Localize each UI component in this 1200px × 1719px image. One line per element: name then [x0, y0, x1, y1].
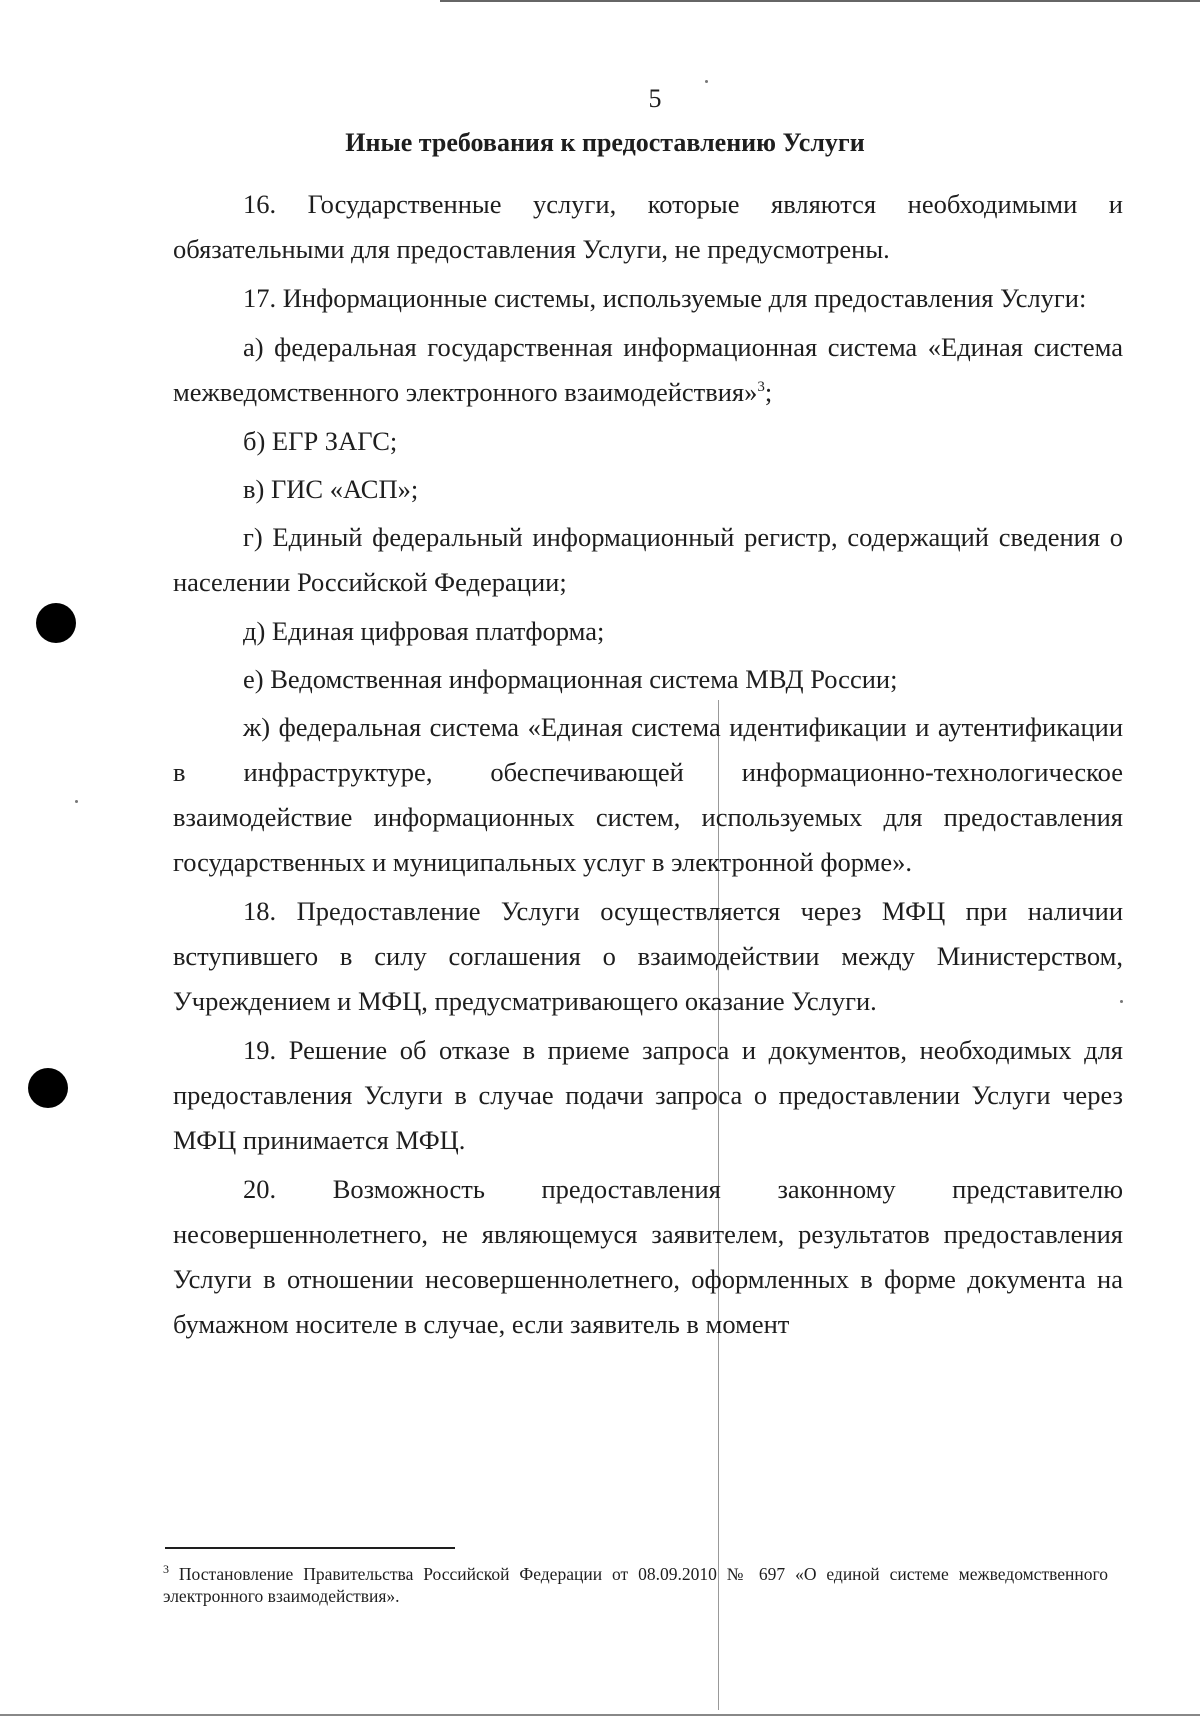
paragraph-18: 18. Предоставление Услуги осуществляется через МФЦ при наличии вступившего в силу соглашения о взаимодействии между Министерством, Учреждением и МФЦ, предусматривающего оказание Услуги.: [173, 896, 1123, 1016]
paragraph-16: 16. Государственные услуги, которые являются необходимыми и обязательными для предоставления Услуги, не предусмотрены.: [173, 189, 1123, 264]
list-item-b: б) ЕГР ЗАГС;: [243, 426, 398, 456]
list-item-g: г) Единый федеральный информационный регистр, содержащий сведения о населении Российской Федерации;: [173, 522, 1123, 597]
list-item-v: в) ГИС «АСП»;: [243, 474, 419, 504]
document-body: [173, 182, 1123, 1351]
list-item-d: д) Единая цифровая платформа;: [243, 616, 605, 646]
paragraph-20: 20. Возможность предоставления законному представителю несовершеннолетнего, не являющемуся заявителем, результатов предоставления Услуги в отношении несовершеннолетнего, оформленных в форме документа на бумажном носителе в случае, если заявитель в момент: [173, 1174, 1123, 1339]
list-item-zh: ж) федеральная система «Единая система идентификации и аутентификации в инфраструктуре, обеспечивающей информационно-технологическое взаимодействие информационных систем, используемых для предоставления государственных и муниципальных услуг в электронной форме».: [173, 712, 1123, 877]
footnote-separator: [165, 1547, 455, 1549]
footnote-reference-suffix: ;: [764, 377, 773, 407]
punch-hole-lower: [28, 1068, 68, 1108]
punch-hole-upper: [36, 603, 76, 643]
paragraph-19: 19. Решение об отказе в приеме запроса и документов, необходимых для предоставления Услуги в случае подачи запроса о предоставлении Услуги через МФЦ принимается МФЦ.: [173, 1035, 1123, 1155]
list-item-a: [173, 325, 1123, 415]
scan-artifact-top-line: [440, 0, 1200, 2]
list-item-a-text: а) федеральная государственная информационная система «Единая система межведомственного электронного взаимодействия»: [173, 332, 1123, 407]
footnote-text: Постановление Правительства Российской Федерации от 08.09.2010 № 697 «О единой системе межведомственного электронного взаимодействия».: [163, 1564, 1108, 1606]
scan-speck: [705, 80, 708, 83]
footnote-reference: 3: [757, 379, 765, 396]
page-number: 5: [648, 84, 662, 113]
scan-speck: [75, 800, 78, 803]
scan-artifact-bottom-line: [0, 1714, 1200, 1716]
paragraph-17: 17. Информационные системы, используемые для предоставления Услуги:: [243, 283, 1087, 313]
footnote: [163, 1563, 1108, 1607]
section-heading: Иные требования к предоставлению Услуги: [345, 128, 865, 157]
list-item-e: е) Ведомственная информационная система МВД России;: [243, 664, 898, 694]
footnote-marker: 3: [163, 1562, 169, 1577]
